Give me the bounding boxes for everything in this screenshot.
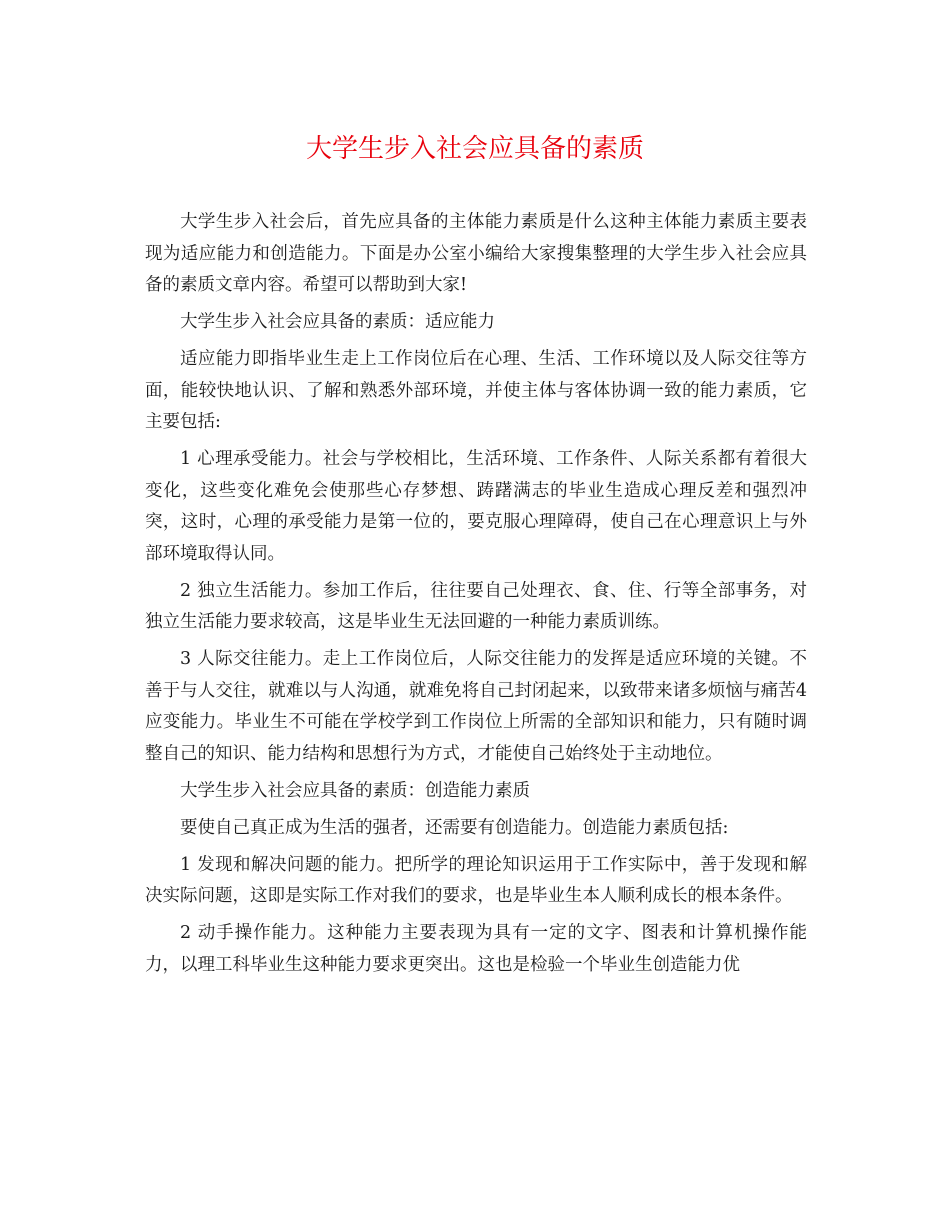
section-heading-creativity: 大学生步入社会应具备的素质：创造能力素质 — [180, 780, 530, 801]
creativity-intro-paragraph: 要使自己真正成为生活的强者，还需要有创造能力。创造能力素质包括: — [180, 817, 729, 838]
section-heading-adaptability: 大学生步入社会应具备的素质：适应能力 — [180, 312, 495, 332]
psychological-endurance-paragraph: 1 心理承受能力。社会与学校相比，生活环境、工作条件、人际关系都有着很大变化，这些变化难免会使那些心存梦想、踌躇满志的毕业生造成心理反差和强烈冲突，这时，心理的承受能力是第一位的，要克服心理障碍，使自己在心理意识上与外部环境取得认同。 — [145, 449, 807, 564]
hands-on-skills-paragraph: 2 动手操作能力。这种能力主要表现为具有一定的文字、图表和计算机操作能力，以理工科毕业生这种能力要求更突出。这也是检验一个毕业生创造能力优 — [145, 923, 807, 975]
intro-paragraph: 大学生步入社会后，首先应具备的主体能力素质是什么这种主体能力素质主要表现为适应能力和创造能力。下面是办公室小编给大家搜集整理的大学生步入社会应具备的素质文章内容。希望可以帮助到大家! — [145, 212, 807, 295]
problem-solving-paragraph: 1 发现和解决问题的能力。把所学的理论知识运用于工作实际中，善于发现和解决实际问题，这即是实际工作对我们的要求，也是毕业生本人顺利成长的根本条件。 — [145, 854, 807, 906]
document-body — [145, 207, 807, 987]
interpersonal-skills-paragraph: 3 人际交往能力。走上工作岗位后，人际交往能力的发挥是适应环境的关键。不善于与人交往，就难以与人沟通，就难免将自己封闭起来，以致带来诸多烦恼与痛苦4 应变能力。毕业生不可能在学校学到工作岗位上所需的全部知识和能力，只有随时调整自己的知识、能力结构和思想行为方式，才能使自己始终处于主动地位。 — [145, 649, 807, 764]
adaptability-definition-paragraph: 适应能力即指毕业生走上工作岗位后在心理、生活、工作环境以及人际交往等方面，能较快地认识、了解和熟悉外部环境，并使主体与客体协调一致的能力素质，它主要包括: — [145, 349, 807, 432]
independent-living-paragraph: 2 独立生活能力。参加工作后，往往要自己处理衣、食、住、行等全部事务，对独立生活能力要求较高，这是毕业生无法回避的一种能力素质训练。 — [145, 580, 807, 632]
document-title: 大学生步入社会应具备的素质 — [305, 134, 644, 164]
